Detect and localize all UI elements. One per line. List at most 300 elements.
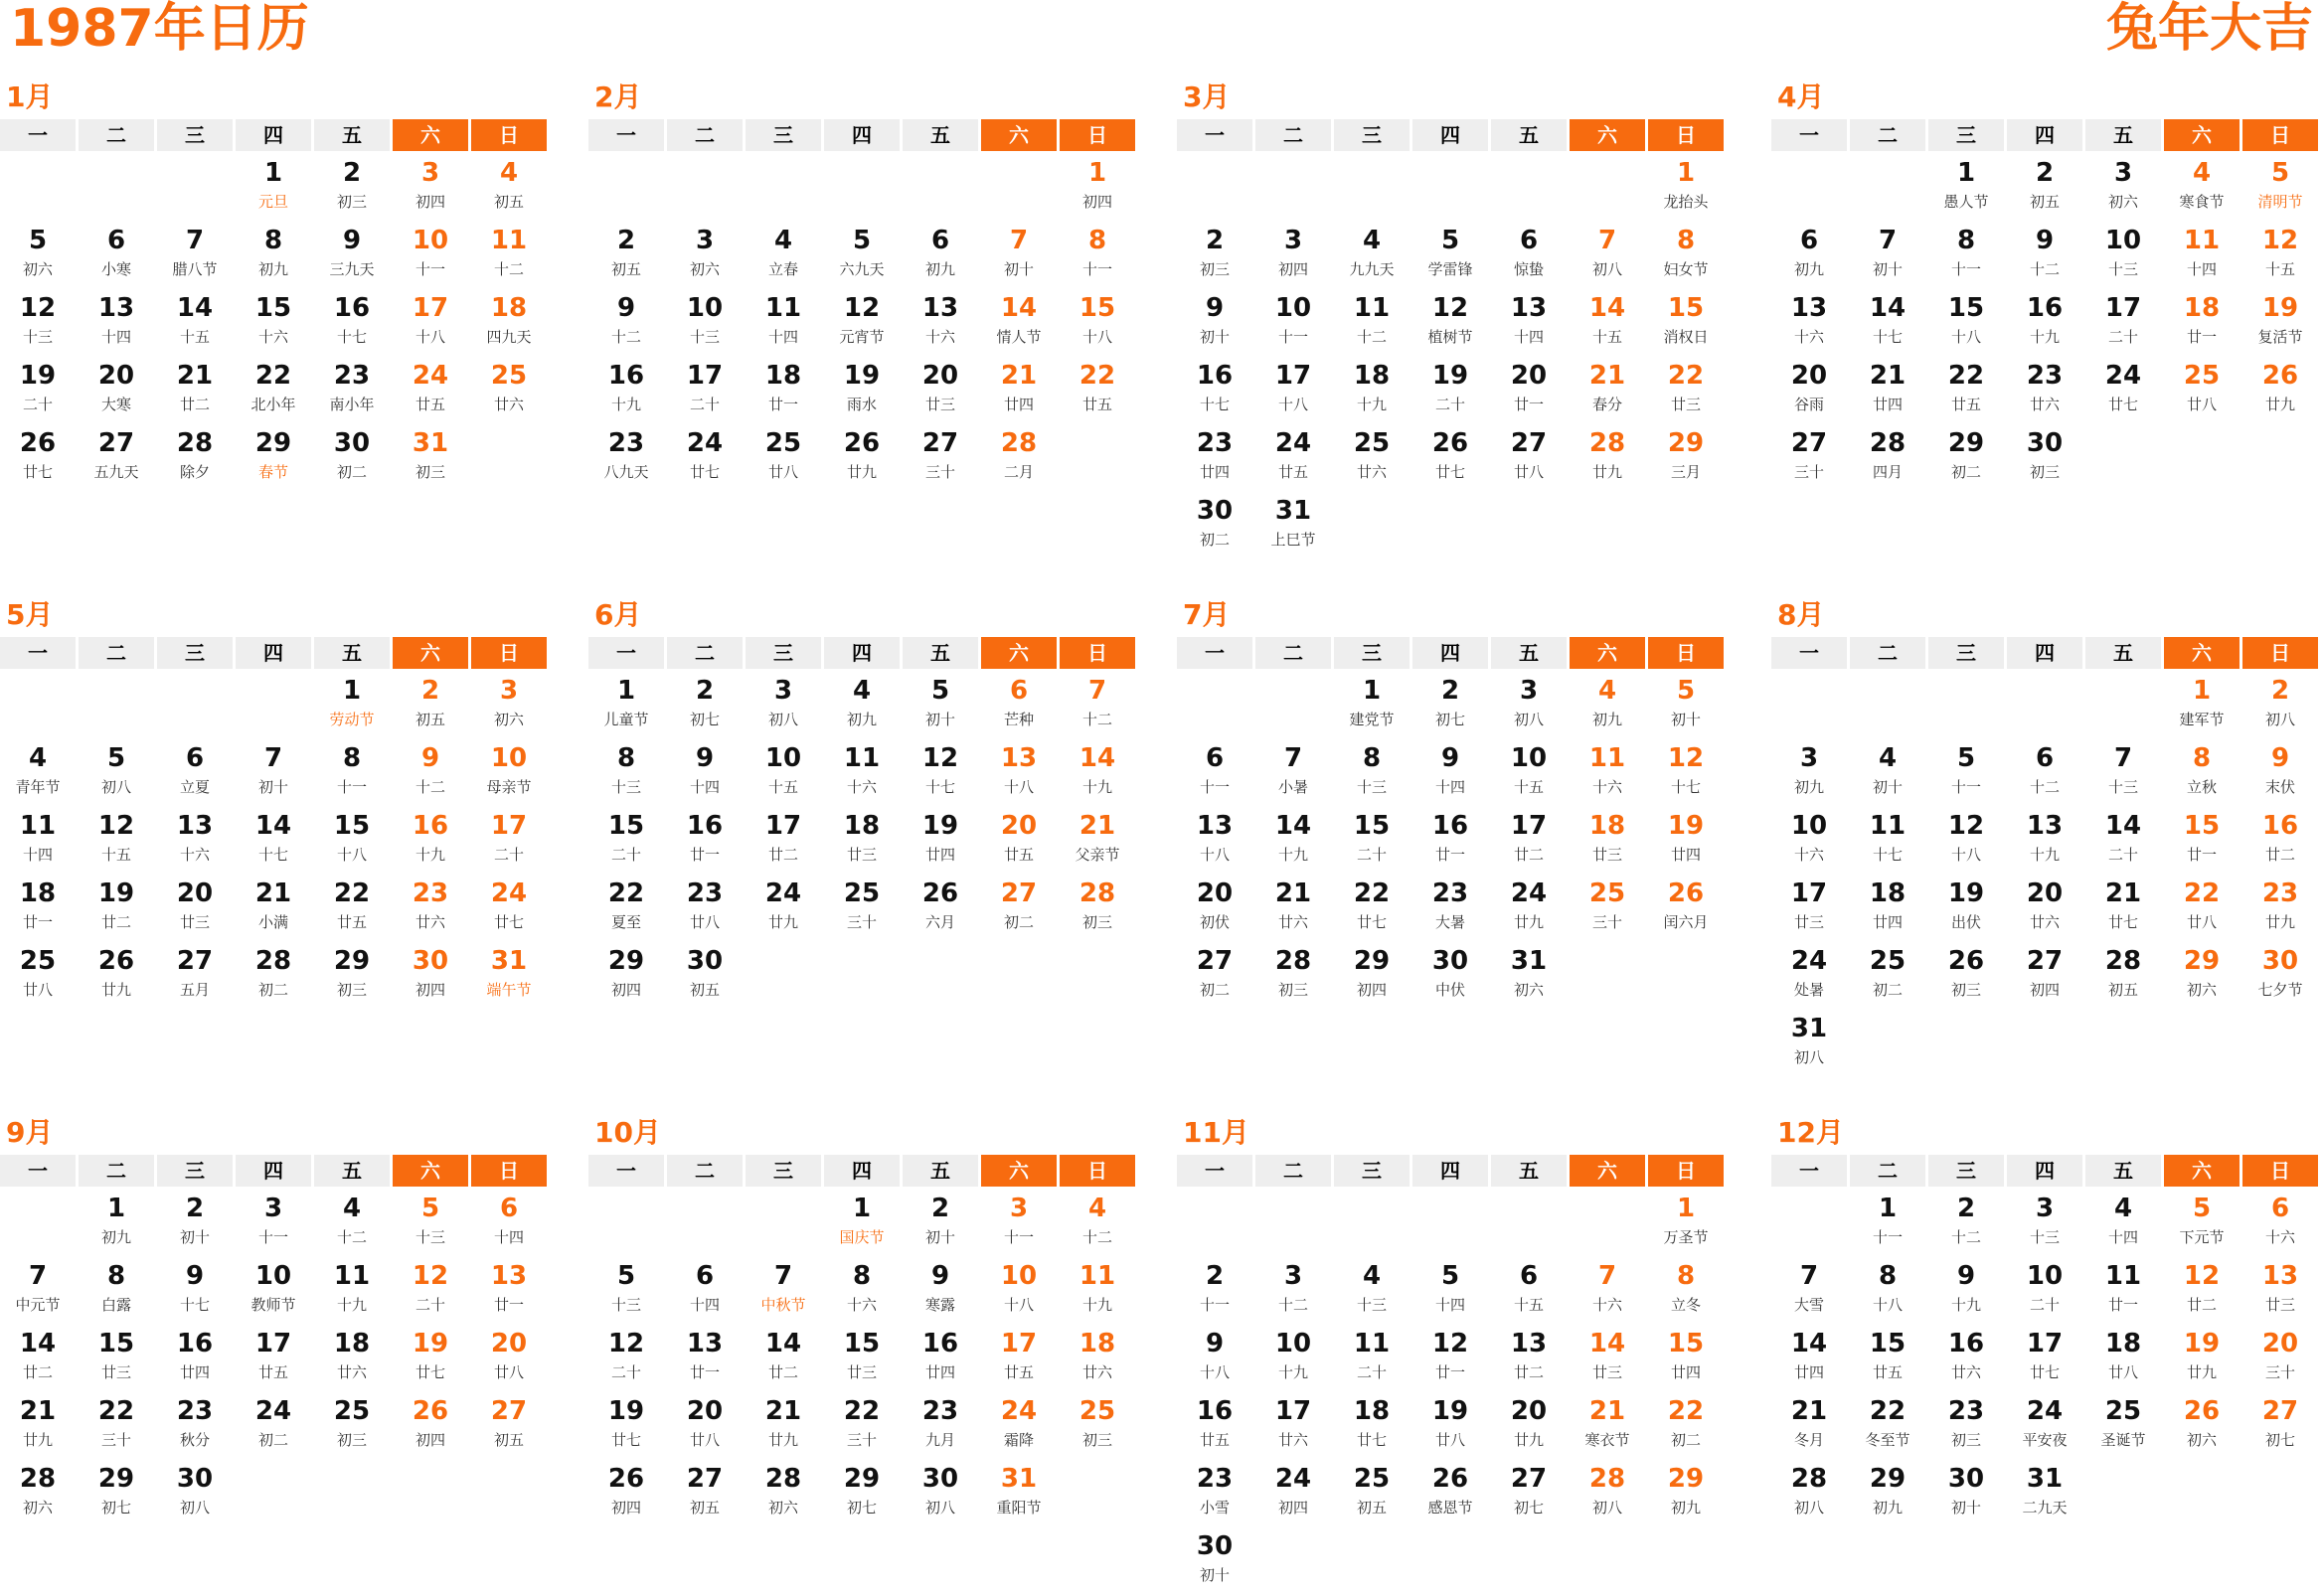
day-cell[interactable] (1255, 290, 1331, 358)
day-cell[interactable] (471, 1258, 547, 1326)
day-cell[interactable] (1060, 673, 1135, 740)
day-cell[interactable] (903, 223, 978, 290)
day-cell[interactable] (1850, 1191, 1925, 1258)
day-cell[interactable] (393, 740, 468, 808)
day-cell[interactable] (746, 290, 821, 358)
day-cell[interactable] (2242, 1258, 2318, 1326)
day-cell[interactable] (2085, 1326, 2161, 1393)
day-cell[interactable] (1648, 1326, 1724, 1393)
day-cell[interactable] (1928, 1258, 2004, 1326)
day-cell[interactable] (981, 740, 1057, 808)
day-cell[interactable] (1412, 1326, 1488, 1393)
day-cell[interactable] (667, 1258, 743, 1326)
day-cell[interactable] (1850, 1326, 1925, 1393)
day-cell[interactable] (1177, 1393, 1252, 1461)
day-cell[interactable] (0, 223, 76, 290)
day-cell[interactable] (2007, 223, 2082, 290)
day-cell[interactable] (0, 740, 76, 808)
day-cell[interactable] (236, 1393, 311, 1461)
day-cell[interactable] (1570, 1326, 1645, 1393)
day-cell[interactable] (1412, 943, 1488, 1011)
day-cell[interactable] (2007, 876, 2082, 943)
day-cell[interactable] (1412, 1393, 1488, 1461)
day-cell[interactable] (1648, 808, 1724, 876)
day-cell[interactable] (1255, 1326, 1331, 1393)
day-cell[interactable] (471, 1326, 547, 1393)
day-cell[interactable] (2007, 1258, 2082, 1326)
day-cell[interactable] (393, 290, 468, 358)
day-cell[interactable] (1491, 425, 1567, 493)
day-cell[interactable] (157, 1258, 233, 1326)
day-cell[interactable] (1928, 1393, 2004, 1461)
day-cell[interactable] (471, 155, 547, 223)
day-cell[interactable] (588, 425, 664, 493)
day-cell[interactable] (588, 1258, 664, 1326)
day-cell[interactable] (157, 808, 233, 876)
day-cell[interactable] (2164, 673, 2240, 740)
day-cell[interactable] (1060, 1393, 1135, 1461)
day-cell[interactable] (981, 808, 1057, 876)
day-cell[interactable] (2164, 1393, 2240, 1461)
day-cell[interactable] (393, 155, 468, 223)
day-cell[interactable] (314, 808, 390, 876)
day-cell[interactable] (236, 358, 311, 425)
day-cell[interactable] (903, 1461, 978, 1528)
day-cell[interactable] (667, 223, 743, 290)
day-cell[interactable] (314, 425, 390, 493)
day-cell[interactable] (746, 1393, 821, 1461)
day-cell[interactable] (903, 358, 978, 425)
day-cell[interactable] (1850, 290, 1925, 358)
day-cell[interactable] (903, 290, 978, 358)
day-cell[interactable] (1177, 1528, 1252, 1596)
day-cell[interactable] (667, 1326, 743, 1393)
day-cell[interactable] (471, 1393, 547, 1461)
day-cell[interactable] (2007, 1326, 2082, 1393)
day-cell[interactable] (824, 1461, 900, 1528)
day-cell[interactable] (2164, 1258, 2240, 1326)
day-cell[interactable] (1412, 425, 1488, 493)
day-cell[interactable] (1491, 358, 1567, 425)
day-cell[interactable] (0, 425, 76, 493)
day-cell[interactable] (1850, 358, 1925, 425)
day-cell[interactable] (746, 1461, 821, 1528)
day-cell[interactable] (1570, 223, 1645, 290)
day-cell[interactable] (314, 876, 390, 943)
day-cell[interactable] (981, 1326, 1057, 1393)
day-cell[interactable] (1491, 876, 1567, 943)
day-cell[interactable] (2007, 1393, 2082, 1461)
day-cell[interactable] (1570, 425, 1645, 493)
day-cell[interactable] (2085, 740, 2161, 808)
day-cell[interactable] (1771, 943, 1847, 1011)
day-cell[interactable] (2085, 1393, 2161, 1461)
day-cell[interactable] (314, 290, 390, 358)
day-cell[interactable] (79, 808, 154, 876)
day-cell[interactable] (1570, 290, 1645, 358)
day-cell[interactable] (1850, 223, 1925, 290)
day-cell[interactable] (1177, 943, 1252, 1011)
day-cell[interactable] (2085, 808, 2161, 876)
day-cell[interactable] (1412, 1258, 1488, 1326)
day-cell[interactable] (1648, 740, 1724, 808)
day-cell[interactable] (2242, 1393, 2318, 1461)
day-cell[interactable] (1491, 290, 1567, 358)
day-cell[interactable] (2242, 290, 2318, 358)
day-cell[interactable] (903, 1191, 978, 1258)
day-cell[interactable] (746, 425, 821, 493)
day-cell[interactable] (79, 358, 154, 425)
day-cell[interactable] (1334, 358, 1410, 425)
day-cell[interactable] (1771, 425, 1847, 493)
day-cell[interactable] (1771, 358, 1847, 425)
day-cell[interactable] (1570, 1258, 1645, 1326)
day-cell[interactable] (2164, 943, 2240, 1011)
day-cell[interactable] (2242, 1326, 2318, 1393)
day-cell[interactable] (79, 425, 154, 493)
day-cell[interactable] (1177, 808, 1252, 876)
day-cell[interactable] (1928, 1191, 2004, 1258)
day-cell[interactable] (1177, 1326, 1252, 1393)
day-cell[interactable] (79, 1258, 154, 1326)
day-cell[interactable] (1491, 943, 1567, 1011)
day-cell[interactable] (157, 1191, 233, 1258)
day-cell[interactable] (667, 1461, 743, 1528)
day-cell[interactable] (2164, 808, 2240, 876)
day-cell[interactable] (1255, 493, 1331, 560)
day-cell[interactable] (1771, 290, 1847, 358)
day-cell[interactable] (2164, 290, 2240, 358)
day-cell[interactable] (903, 425, 978, 493)
day-cell[interactable] (2164, 876, 2240, 943)
day-cell[interactable] (2007, 290, 2082, 358)
day-cell[interactable] (236, 425, 311, 493)
day-cell[interactable] (588, 876, 664, 943)
day-cell[interactable] (1771, 808, 1847, 876)
day-cell[interactable] (157, 1461, 233, 1528)
day-cell[interactable] (2085, 943, 2161, 1011)
day-cell[interactable] (667, 425, 743, 493)
day-cell[interactable] (1334, 808, 1410, 876)
day-cell[interactable] (393, 808, 468, 876)
day-cell[interactable] (471, 290, 547, 358)
day-cell[interactable] (1255, 740, 1331, 808)
day-cell[interactable] (236, 876, 311, 943)
day-cell[interactable] (314, 1326, 390, 1393)
day-cell[interactable] (471, 223, 547, 290)
day-cell[interactable] (2242, 673, 2318, 740)
day-cell[interactable] (1491, 740, 1567, 808)
day-cell[interactable] (1255, 943, 1331, 1011)
day-cell[interactable] (393, 425, 468, 493)
day-cell[interactable] (1334, 876, 1410, 943)
day-cell[interactable] (746, 358, 821, 425)
day-cell[interactable] (0, 290, 76, 358)
day-cell[interactable] (588, 290, 664, 358)
day-cell[interactable] (667, 290, 743, 358)
day-cell[interactable] (1177, 290, 1252, 358)
day-cell[interactable] (2164, 358, 2240, 425)
day-cell[interactable] (1850, 1258, 1925, 1326)
day-cell[interactable] (314, 673, 390, 740)
day-cell[interactable] (1491, 673, 1567, 740)
day-cell[interactable] (2164, 1326, 2240, 1393)
day-cell[interactable] (1491, 1326, 1567, 1393)
day-cell[interactable] (1771, 1393, 1847, 1461)
day-cell[interactable] (588, 673, 664, 740)
day-cell[interactable] (2007, 425, 2082, 493)
day-cell[interactable] (1928, 1461, 2004, 1528)
day-cell[interactable] (157, 740, 233, 808)
day-cell[interactable] (1334, 1393, 1410, 1461)
day-cell[interactable] (1255, 1258, 1331, 1326)
day-cell[interactable] (667, 808, 743, 876)
day-cell[interactable] (824, 808, 900, 876)
day-cell[interactable] (2242, 876, 2318, 943)
day-cell[interactable] (1255, 358, 1331, 425)
day-cell[interactable] (903, 1326, 978, 1393)
day-cell[interactable] (1928, 358, 2004, 425)
day-cell[interactable] (2242, 740, 2318, 808)
day-cell[interactable] (393, 223, 468, 290)
day-cell[interactable] (824, 425, 900, 493)
day-cell[interactable] (1570, 1461, 1645, 1528)
day-cell[interactable] (2085, 155, 2161, 223)
day-cell[interactable] (1850, 1393, 1925, 1461)
day-cell[interactable] (314, 1258, 390, 1326)
day-cell[interactable] (471, 876, 547, 943)
day-cell[interactable] (824, 1393, 900, 1461)
day-cell[interactable] (824, 1258, 900, 1326)
day-cell[interactable] (824, 876, 900, 943)
day-cell[interactable] (2007, 1461, 2082, 1528)
day-cell[interactable] (1928, 155, 2004, 223)
day-cell[interactable] (1648, 1461, 1724, 1528)
day-cell[interactable] (236, 943, 311, 1011)
day-cell[interactable] (1771, 876, 1847, 943)
day-cell[interactable] (1928, 425, 2004, 493)
day-cell[interactable] (1334, 223, 1410, 290)
day-cell[interactable] (2007, 358, 2082, 425)
day-cell[interactable] (471, 740, 547, 808)
day-cell[interactable] (157, 876, 233, 943)
day-cell[interactable] (903, 673, 978, 740)
day-cell[interactable] (746, 1258, 821, 1326)
day-cell[interactable] (79, 1461, 154, 1528)
day-cell[interactable] (1255, 876, 1331, 943)
day-cell[interactable] (1850, 425, 1925, 493)
day-cell[interactable] (746, 223, 821, 290)
day-cell[interactable] (746, 740, 821, 808)
day-cell[interactable] (1334, 290, 1410, 358)
day-cell[interactable] (1412, 290, 1488, 358)
day-cell[interactable] (157, 223, 233, 290)
day-cell[interactable] (588, 1461, 664, 1528)
day-cell[interactable] (236, 808, 311, 876)
day-cell[interactable] (2007, 740, 2082, 808)
day-cell[interactable] (393, 1191, 468, 1258)
day-cell[interactable] (1648, 673, 1724, 740)
day-cell[interactable] (79, 740, 154, 808)
day-cell[interactable] (236, 1191, 311, 1258)
day-cell[interactable] (393, 358, 468, 425)
day-cell[interactable] (0, 1326, 76, 1393)
day-cell[interactable] (1255, 425, 1331, 493)
day-cell[interactable] (981, 358, 1057, 425)
day-cell[interactable] (903, 876, 978, 943)
day-cell[interactable] (79, 290, 154, 358)
day-cell[interactable] (1648, 1258, 1724, 1326)
day-cell[interactable] (1648, 223, 1724, 290)
day-cell[interactable] (2242, 155, 2318, 223)
day-cell[interactable] (1771, 1258, 1847, 1326)
day-cell[interactable] (981, 1191, 1057, 1258)
day-cell[interactable] (157, 943, 233, 1011)
day-cell[interactable] (2085, 1191, 2161, 1258)
day-cell[interactable] (79, 876, 154, 943)
day-cell[interactable] (1771, 740, 1847, 808)
day-cell[interactable] (79, 1393, 154, 1461)
day-cell[interactable] (903, 1393, 978, 1461)
day-cell[interactable] (1177, 358, 1252, 425)
day-cell[interactable] (824, 1191, 900, 1258)
day-cell[interactable] (1928, 808, 2004, 876)
day-cell[interactable] (2164, 155, 2240, 223)
day-cell[interactable] (2085, 223, 2161, 290)
day-cell[interactable] (2007, 808, 2082, 876)
day-cell[interactable] (1570, 673, 1645, 740)
day-cell[interactable] (2242, 358, 2318, 425)
day-cell[interactable] (236, 290, 311, 358)
day-cell[interactable] (1771, 1326, 1847, 1393)
day-cell[interactable] (1850, 876, 1925, 943)
day-cell[interactable] (1060, 290, 1135, 358)
day-cell[interactable] (314, 155, 390, 223)
day-cell[interactable] (1928, 740, 2004, 808)
day-cell[interactable] (1570, 808, 1645, 876)
day-cell[interactable] (0, 1258, 76, 1326)
day-cell[interactable] (824, 673, 900, 740)
day-cell[interactable] (1060, 1191, 1135, 1258)
day-cell[interactable] (1412, 223, 1488, 290)
day-cell[interactable] (314, 740, 390, 808)
day-cell[interactable] (1177, 740, 1252, 808)
day-cell[interactable] (2242, 943, 2318, 1011)
day-cell[interactable] (0, 943, 76, 1011)
day-cell[interactable] (1060, 876, 1135, 943)
day-cell[interactable] (1177, 425, 1252, 493)
day-cell[interactable] (314, 223, 390, 290)
day-cell[interactable] (314, 1393, 390, 1461)
day-cell[interactable] (1334, 1461, 1410, 1528)
day-cell[interactable] (1334, 1258, 1410, 1326)
day-cell[interactable] (1060, 1326, 1135, 1393)
day-cell[interactable] (1412, 673, 1488, 740)
day-cell[interactable] (981, 290, 1057, 358)
day-cell[interactable] (588, 808, 664, 876)
day-cell[interactable] (236, 740, 311, 808)
day-cell[interactable] (236, 1258, 311, 1326)
day-cell[interactable] (0, 876, 76, 943)
day-cell[interactable] (1648, 425, 1724, 493)
day-cell[interactable] (981, 1461, 1057, 1528)
day-cell[interactable] (1177, 223, 1252, 290)
day-cell[interactable] (393, 1326, 468, 1393)
day-cell[interactable] (0, 358, 76, 425)
day-cell[interactable] (1060, 808, 1135, 876)
day-cell[interactable] (157, 1326, 233, 1393)
day-cell[interactable] (824, 740, 900, 808)
day-cell[interactable] (471, 943, 547, 1011)
day-cell[interactable] (2164, 223, 2240, 290)
day-cell[interactable] (1928, 223, 2004, 290)
day-cell[interactable] (1060, 223, 1135, 290)
day-cell[interactable] (2085, 1258, 2161, 1326)
day-cell[interactable] (79, 943, 154, 1011)
day-cell[interactable] (471, 358, 547, 425)
day-cell[interactable] (2007, 943, 2082, 1011)
day-cell[interactable] (746, 1326, 821, 1393)
day-cell[interactable] (981, 673, 1057, 740)
day-cell[interactable] (1177, 493, 1252, 560)
day-cell[interactable] (1491, 1258, 1567, 1326)
day-cell[interactable] (1928, 876, 2004, 943)
day-cell[interactable] (1570, 358, 1645, 425)
day-cell[interactable] (236, 155, 311, 223)
day-cell[interactable] (1255, 223, 1331, 290)
day-cell[interactable] (1928, 1326, 2004, 1393)
day-cell[interactable] (903, 740, 978, 808)
day-cell[interactable] (2164, 740, 2240, 808)
day-cell[interactable] (393, 673, 468, 740)
day-cell[interactable] (471, 808, 547, 876)
day-cell[interactable] (588, 943, 664, 1011)
day-cell[interactable] (2164, 1191, 2240, 1258)
day-cell[interactable] (588, 1326, 664, 1393)
day-cell[interactable] (667, 358, 743, 425)
day-cell[interactable] (1177, 1258, 1252, 1326)
day-cell[interactable] (824, 358, 900, 425)
day-cell[interactable] (1570, 1393, 1645, 1461)
day-cell[interactable] (1648, 290, 1724, 358)
day-cell[interactable] (1412, 1461, 1488, 1528)
day-cell[interactable] (314, 358, 390, 425)
day-cell[interactable] (903, 808, 978, 876)
day-cell[interactable] (1334, 740, 1410, 808)
day-cell[interactable] (1334, 673, 1410, 740)
day-cell[interactable] (1412, 358, 1488, 425)
day-cell[interactable] (588, 1393, 664, 1461)
day-cell[interactable] (0, 1461, 76, 1528)
day-cell[interactable] (1648, 1191, 1724, 1258)
day-cell[interactable] (1177, 876, 1252, 943)
day-cell[interactable] (1334, 425, 1410, 493)
day-cell[interactable] (981, 1258, 1057, 1326)
day-cell[interactable] (1060, 358, 1135, 425)
day-cell[interactable] (667, 876, 743, 943)
day-cell[interactable] (588, 223, 664, 290)
day-cell[interactable] (1177, 1461, 1252, 1528)
day-cell[interactable] (314, 943, 390, 1011)
day-cell[interactable] (2242, 808, 2318, 876)
day-cell[interactable] (157, 358, 233, 425)
day-cell[interactable] (1334, 943, 1410, 1011)
day-cell[interactable] (824, 290, 900, 358)
day-cell[interactable] (824, 223, 900, 290)
day-cell[interactable] (746, 808, 821, 876)
day-cell[interactable] (1412, 876, 1488, 943)
day-cell[interactable] (1334, 1326, 1410, 1393)
